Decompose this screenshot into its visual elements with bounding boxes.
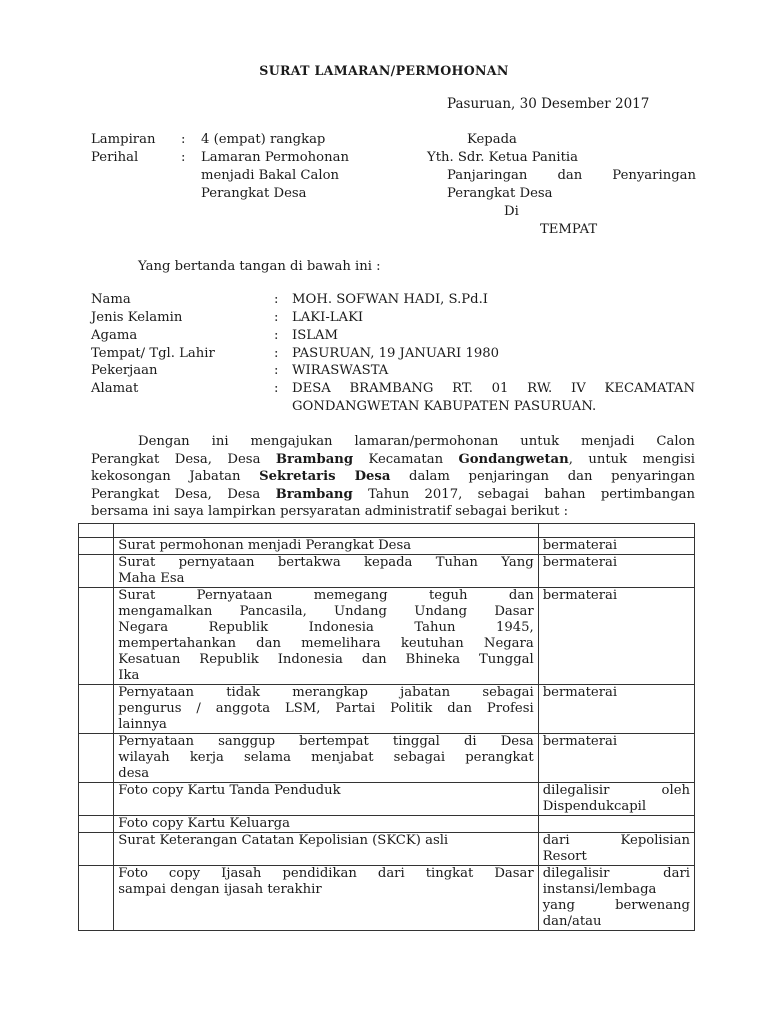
body-paragraph: [91, 433, 695, 521]
row-number-cell: [79, 555, 114, 588]
perihal-line: Lamaran Permohonan: [201, 150, 349, 165]
cell-text-line: [543, 816, 690, 832]
note-cell: [538, 816, 694, 833]
note-cell: [538, 588, 694, 685]
body-line: Perangkat Desa, Desa Brambang Tahun 2017, sebagai bahan pertimbangan: [91, 486, 696, 502]
requirement-cell: [114, 734, 538, 783]
identity-colon: :: [274, 328, 279, 343]
perihal-label: Perihal: [91, 150, 139, 165]
row-number-cell: [79, 685, 114, 734]
cell-text-line: bermaterai: [542, 734, 618, 749]
identity-value: LAKI-LAKI: [292, 310, 364, 325]
note-cell: [538, 734, 694, 783]
lampiran-colon: :: [181, 132, 186, 147]
identity-label: Nama: [91, 292, 131, 307]
body-line: kekosongan Jabatan Sekretaris Desa dalam penjaringan dan penyaringan: [91, 469, 695, 484]
row-number-cell: [79, 833, 114, 866]
table-row: [79, 783, 695, 816]
requirement-cell: [114, 588, 538, 685]
cell-text-line: yang berwenang: [542, 898, 690, 913]
note-cell: [538, 866, 694, 931]
identity-label: Agama: [91, 328, 138, 343]
row-number-cell: [79, 588, 114, 685]
identity-colon: :: [274, 381, 279, 396]
row-number-cell: [79, 734, 114, 783]
cell-text-line: instansi/lembaga: [542, 882, 657, 897]
identity-colon: :: [274, 292, 279, 307]
cell-text-line: dan/atau: [542, 914, 602, 929]
cell-text-line: Foto copy Kartu Tanda Penduduk: [118, 783, 341, 798]
identity-colon: :: [274, 310, 279, 325]
cell-text-line: dilegalisir dari: [542, 866, 690, 881]
note-cell: [538, 555, 694, 588]
identity-value-cont: GONDANGWETAN KABUPATEN PASURUAN.: [292, 399, 597, 414]
cell-text-line: dari Kepolisian: [542, 833, 690, 848]
cell-text-line: Ika: [118, 668, 140, 683]
identity-label: Pekerjaan: [91, 363, 158, 378]
identity-colon: :: [274, 346, 279, 361]
cell-text-line: Surat pernyataan bertakwa kepada Tuhan Yang: [118, 555, 534, 570]
note-cell: [538, 538, 694, 555]
table-row: [79, 734, 695, 783]
perihal-line: menjadi Bakal Calon: [201, 168, 340, 183]
cell-text-line: Maha Esa: [118, 571, 185, 586]
recipient-line2: Panjaringan dan Penyaringan: [447, 168, 696, 183]
row-number-cell: [79, 783, 114, 816]
requirement-cell: [114, 816, 538, 833]
recipient-line1: Yth. Sdr. Ketua Panitia: [427, 150, 578, 165]
identity-label: Alamat: [91, 381, 139, 396]
table-header-row: [79, 524, 695, 538]
row-number-cell: [79, 538, 114, 555]
table-cell: [79, 524, 114, 538]
recipient-kepada: Kepada: [467, 132, 517, 147]
requirement-cell: [114, 783, 538, 816]
table-row: [79, 538, 695, 555]
identity-value: MOH. SOFWAN HADI, S.Pd.I: [292, 292, 489, 307]
body-line: Perangkat Desa, Desa Brambang Kecamatan Gondangwetan, untuk mengisi: [91, 451, 695, 467]
cell-text-line: sampai dengan ijasah terakhir: [118, 882, 322, 897]
cell-text-line: Surat permohonan menjadi Perangkat Desa: [118, 538, 412, 553]
requirement-cell: [114, 538, 538, 555]
note-cell: [538, 685, 694, 734]
cell-text-line: dilegalisir oleh: [542, 783, 690, 798]
intro-text: Yang bertanda tangan di bawah ini :: [138, 259, 381, 274]
cell-text-line: Surat Pernyataan memegang teguh dan: [118, 588, 534, 603]
place-date: Pasuruan, 30 Desember 2017: [447, 96, 650, 112]
cell-text-line: Pernyataan sanggup bertempat tinggal di Desa: [118, 734, 534, 749]
cell-text-line: Dispendukcapil: [542, 799, 647, 814]
cell-text-line: mengamalkan Pancasila, Undang Undang Dasar: [118, 604, 534, 619]
cell-text-line: Foto copy Kartu Keluarga: [118, 816, 290, 831]
table-row: [79, 833, 695, 866]
identity-colon: :: [274, 363, 279, 378]
identity-value: ISLAM: [292, 328, 339, 343]
requirements-table: [78, 523, 695, 931]
body-line: bersama ini saya lampirkan persyaratan administratif sebagai berikut :: [91, 504, 569, 519]
letter-title: SURAT LAMARAN/PERMOHONAN: [259, 63, 509, 78]
recipient-di: Di: [504, 204, 519, 219]
requirement-cell: [114, 866, 538, 931]
cell-text-line: Pernyataan tidak merangkap jabatan sebagai: [118, 685, 534, 700]
cell-text-line: bermaterai: [542, 588, 618, 603]
identity-value: PASURUAN, 19 JANUARI 1980: [292, 346, 500, 361]
row-number-cell: [79, 816, 114, 833]
cell-text-line: bermaterai: [542, 555, 618, 570]
identity-label: Jenis Kelamin: [91, 310, 183, 325]
requirement-cell: [114, 685, 538, 734]
note-cell: [538, 783, 694, 816]
table-row: [79, 685, 695, 734]
recipient-tempat: TEMPAT: [540, 222, 598, 237]
table-row: [79, 816, 695, 833]
table-cell: [538, 524, 694, 538]
lampiran-label: Lampiran: [91, 132, 156, 147]
table-cell: [114, 524, 538, 538]
note-cell: [538, 833, 694, 866]
requirement-cell: [114, 833, 538, 866]
row-number-cell: [79, 866, 114, 931]
identity-value: WIRASWASTA: [292, 363, 389, 378]
cell-text-line: bermaterai: [542, 538, 618, 553]
identity-value: DESA BRAMBANG RT. 01 RW. IV KECAMATAN: [292, 381, 695, 396]
perihal-colon: :: [181, 150, 186, 165]
table-row: [79, 588, 695, 685]
cell-text-line: pengurus / anggota LSM, Partai Politik dan Profesi: [118, 701, 534, 716]
identity-label: Tempat/ Tgl. Lahir: [91, 346, 215, 361]
cell-text-line: wilayah kerja selama menjabat sebagai perangkat: [118, 750, 534, 765]
table-row: [79, 866, 695, 931]
cell-text-line: Negara Republik Indonesia Tahun 1945,: [118, 620, 534, 635]
cell-text-line: desa: [118, 766, 150, 781]
cell-text-line: Foto copy Ijasah pendidikan dari tingkat Dasar: [118, 866, 534, 881]
body-line: Dengan ini mengajukan lamaran/permohonan untuk menjadi Calon: [138, 434, 695, 449]
perihal-line: Perangkat Desa: [201, 186, 307, 201]
cell-text-line: mempertahankan dan memelihara keutuhan Negara: [118, 636, 534, 651]
cell-text-line: Surat Keterangan Catatan Kepolisian (SKCK) asli: [118, 833, 449, 848]
cell-text-line: Kesatuan Republik Indonesia dan Bhineka Tunggal: [118, 652, 534, 667]
requirement-cell: [114, 555, 538, 588]
table-row: [79, 555, 695, 588]
cell-text-line: Resort: [542, 849, 587, 864]
cell-text-line: lainnya: [118, 717, 167, 732]
lampiran-value: 4 (empat) rangkap: [201, 132, 326, 147]
cell-text-line: bermaterai: [542, 685, 618, 700]
recipient-line3: Perangkat Desa: [447, 186, 553, 201]
